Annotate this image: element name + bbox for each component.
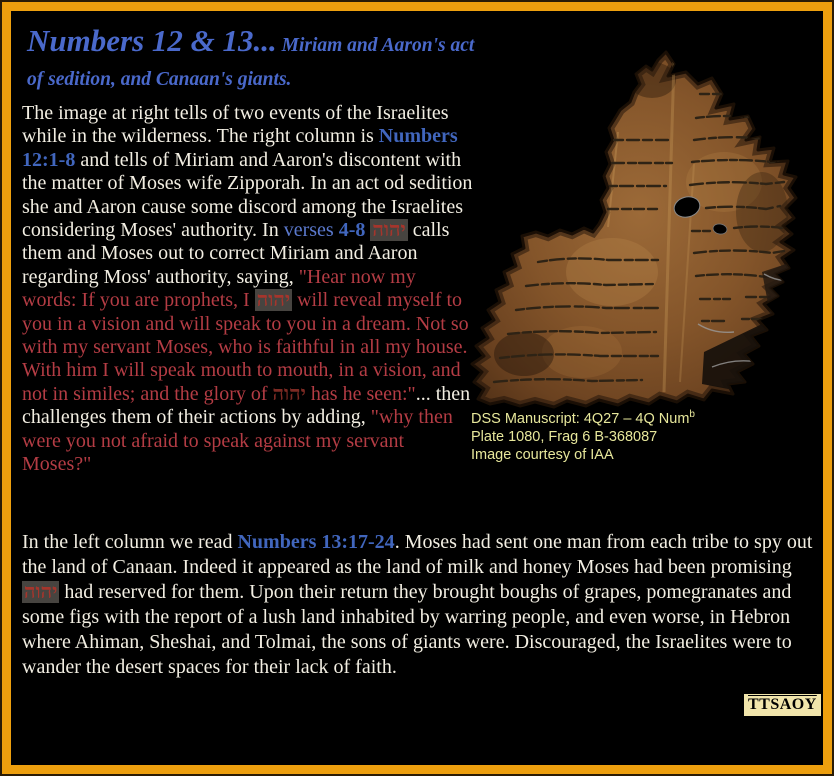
caption-superscript: b xyxy=(689,409,695,420)
intro-paragraph xyxy=(22,102,474,477)
ttsaoy-logo-text: TTSAOY xyxy=(748,696,817,713)
ttsaoy-logo xyxy=(744,694,821,716)
tetragrammaton: יהוה xyxy=(256,289,291,312)
caption-text: DSS Manuscript: 4Q27 – 4Q Num xyxy=(471,410,690,427)
quote-text: "why then were you not afraid to speak against my servant Moses?" xyxy=(22,406,453,476)
quote-text: has he seen:" xyxy=(305,382,416,405)
caption-line-3: Image courtesy of IAA xyxy=(471,446,614,463)
text-run: verses xyxy=(283,219,339,242)
text-run: In the left column we read xyxy=(22,531,238,553)
scroll-fragment-image xyxy=(462,22,826,414)
title-main: Numbers 12 & 13... xyxy=(27,23,277,58)
title-subtitle: Miriam and Aaron's act of sedition, and Canaan's giants. xyxy=(27,35,475,90)
scroll-figure xyxy=(462,22,826,414)
text-run: The image at right tells of two events of the Israelites while in the wilderness. The right column is xyxy=(22,102,449,148)
image-caption xyxy=(471,406,695,464)
tetragrammaton: יהוה xyxy=(372,219,406,242)
caption-line-1 xyxy=(471,406,695,428)
text-run: . Moses had sent one man from each tribe to spy out the land of Canaan. Indeed it appeared as the land of milk and honey Moses had been promising xyxy=(22,531,813,578)
scripture-reference: 4-8 xyxy=(338,219,366,242)
page-title xyxy=(27,24,479,97)
text-run: had reserved for them. Upon their return they brought boughs of grapes, pomegranates and some figs with the report of a lush land inhabited by warring people, and even worse, in Hebron where Ahiman, Sheshai, and Tolmai, the sons of giants were. Discouraged, the Israelites were to wander the desert spaces for their lack of faith. xyxy=(22,581,792,678)
text-run: calls them and Moses out to correct Miriam and Aaron regarding Moss' authority, saying, xyxy=(22,219,450,288)
tetragrammaton: יהוה xyxy=(272,382,306,405)
scripture-reference: Numbers 12:1-8 xyxy=(22,125,458,171)
conclusion-paragraph xyxy=(22,530,822,680)
scripture-reference: Numbers 13:17-24 xyxy=(237,531,395,553)
quote-text: will reveal myself to you in a vision and will speak to you in a dream. Not so with my servant Moses, who is faithful in all my house. With him I will speak mouth to mouth, in a vision, and not in similes; and the glory of xyxy=(22,289,469,405)
tetragrammaton: יהוה xyxy=(24,581,58,603)
text-run: ... then challenges them of their actions by adding, xyxy=(22,382,471,429)
text-run: and tells of Miriam and Aaron's discontent with the matter of Moses wife Zipporah. In an act od sedition she and Aaron cause some discord among the Israelites considering Moses' authority. In xyxy=(22,148,473,242)
caption-line-2: Plate 1080, Frag 6 B-368087 xyxy=(471,428,658,445)
quote-text: "Hear now my words: If you are prophets, I xyxy=(22,265,416,312)
